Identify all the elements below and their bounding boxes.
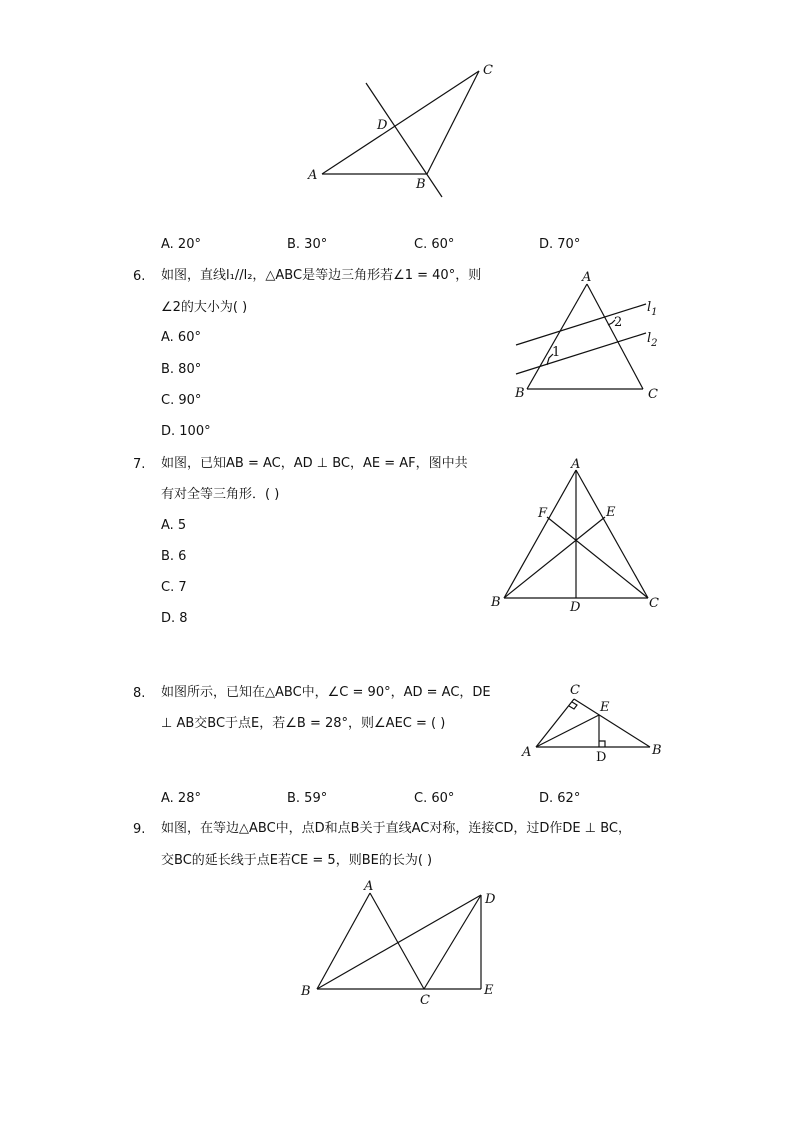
q7-label-d: D — [570, 600, 581, 615]
q9-segment-ab — [317, 893, 370, 989]
q7-label-f: F — [538, 506, 548, 521]
q5-segment-bc — [427, 71, 479, 174]
q8-option-c[interactable]: C. 60° — [414, 791, 455, 806]
q5-segment-ac — [322, 71, 479, 174]
q6-label-l2: $l_2$ — [647, 331, 658, 349]
q9-segment-bd — [317, 895, 481, 989]
q7-label-a: A — [571, 457, 581, 472]
q5-option-b[interactable]: B. 30° — [287, 237, 328, 252]
q7-stem-line2: 有对全等三角形．( ) — [161, 487, 280, 502]
q5-option-d[interactable]: D. 70° — [539, 237, 581, 252]
q8-label-b: B — [652, 743, 662, 758]
q7-label-c: C — [649, 596, 659, 611]
q6-segment-ab — [527, 284, 587, 389]
q8-label-d: D — [596, 750, 607, 765]
q9-label-c: C — [420, 993, 430, 1008]
q7-segment-ac — [576, 470, 648, 598]
q9-stem-line2: 交BC的延长线于点E若CE = 5，则BE的长为( ) — [161, 853, 433, 868]
q9-label-d: D — [485, 892, 496, 907]
q9-label-b: B — [301, 984, 311, 999]
q9-segment-ac — [370, 893, 424, 989]
q6-option-d[interactable]: D. 100° — [161, 424, 211, 439]
q5-line-bd — [366, 83, 442, 197]
q7-number: 7. — [133, 457, 146, 472]
q7-segment-ab — [504, 470, 576, 598]
q6-stem-line2: ∠2的大小为( ) — [161, 300, 248, 315]
q8-figure — [516, 680, 666, 765]
q7-segment-be — [504, 517, 605, 598]
q8-segment-cb — [574, 699, 650, 747]
q6-option-a[interactable]: A. 60° — [161, 330, 201, 345]
q5-label-d: D — [377, 118, 388, 133]
q8-label-a: A — [522, 745, 532, 760]
q7-label-e: E — [606, 505, 616, 520]
q5-option-c[interactable]: C. 60° — [414, 237, 455, 252]
q8-right-angle-d — [599, 741, 605, 747]
q9-segment-cd — [424, 895, 481, 989]
q6-label-l1: $l_1$ — [647, 300, 658, 318]
q6-label-c: C — [648, 387, 658, 402]
q8-option-b[interactable]: B. 59° — [287, 791, 328, 806]
q6-label-angle2: 2 — [614, 315, 623, 330]
q7-figure — [484, 455, 669, 615]
q9-number: 9. — [133, 822, 146, 837]
q8-option-a[interactable]: A. 28° — [161, 791, 201, 806]
q7-stem-line1: 如图，已知AB = AC，AD ⊥ BC，AE = AF，图中共 — [161, 456, 468, 471]
q6-option-c[interactable]: C. 90° — [161, 393, 202, 408]
q6-number: 6. — [133, 269, 146, 284]
q5-figure — [300, 58, 510, 203]
q6-label-angle1: 1 — [552, 345, 561, 360]
q5-label-b: B — [416, 177, 426, 192]
q5-label-a: A — [308, 168, 318, 183]
q9-figure — [290, 876, 510, 1011]
q6-stem-line1: 如图，直线l₁//l₂，△ABC是等边三角形若∠1 = 40°，则 — [161, 268, 482, 283]
q9-label-e: E — [484, 983, 494, 998]
q8-stem-line2: ⊥ AB交BC于点E，若∠B = 28°，则∠AEC = ( ) — [161, 716, 446, 731]
q7-segment-cf — [547, 517, 648, 598]
q7-option-a[interactable]: A. 5 — [161, 518, 187, 533]
q8-label-e: E — [600, 700, 610, 715]
q8-stem-line1: 如图所示，已知在△ABC中，∠C = 90°，AD = AC，DE — [161, 685, 491, 700]
q7-label-b: B — [491, 595, 501, 610]
q8-label-c: C — [570, 683, 580, 698]
q5-option-a[interactable]: A. 20° — [161, 237, 201, 252]
q8-segment-ac — [536, 699, 574, 747]
q6-label-b: B — [515, 386, 525, 401]
q6-option-b[interactable]: B. 80° — [161, 362, 202, 377]
q8-segment-ae — [536, 715, 599, 747]
q5-label-c: C — [483, 63, 493, 78]
q7-option-d[interactable]: D. 8 — [161, 611, 188, 626]
q8-number: 8. — [133, 686, 146, 701]
q7-option-c[interactable]: C. 7 — [161, 580, 187, 595]
q9-stem-line1: 如图，在等边△ABC中，点D和点B关于直线AC对称，连接CD，过D作DE ⊥ BC， — [161, 821, 632, 836]
q8-option-d[interactable]: D. 62° — [539, 791, 581, 806]
q9-label-a: A — [364, 879, 374, 894]
q7-option-b[interactable]: B. 6 — [161, 549, 187, 564]
q6-label-a: A — [582, 270, 592, 285]
q6-figure — [508, 266, 668, 406]
